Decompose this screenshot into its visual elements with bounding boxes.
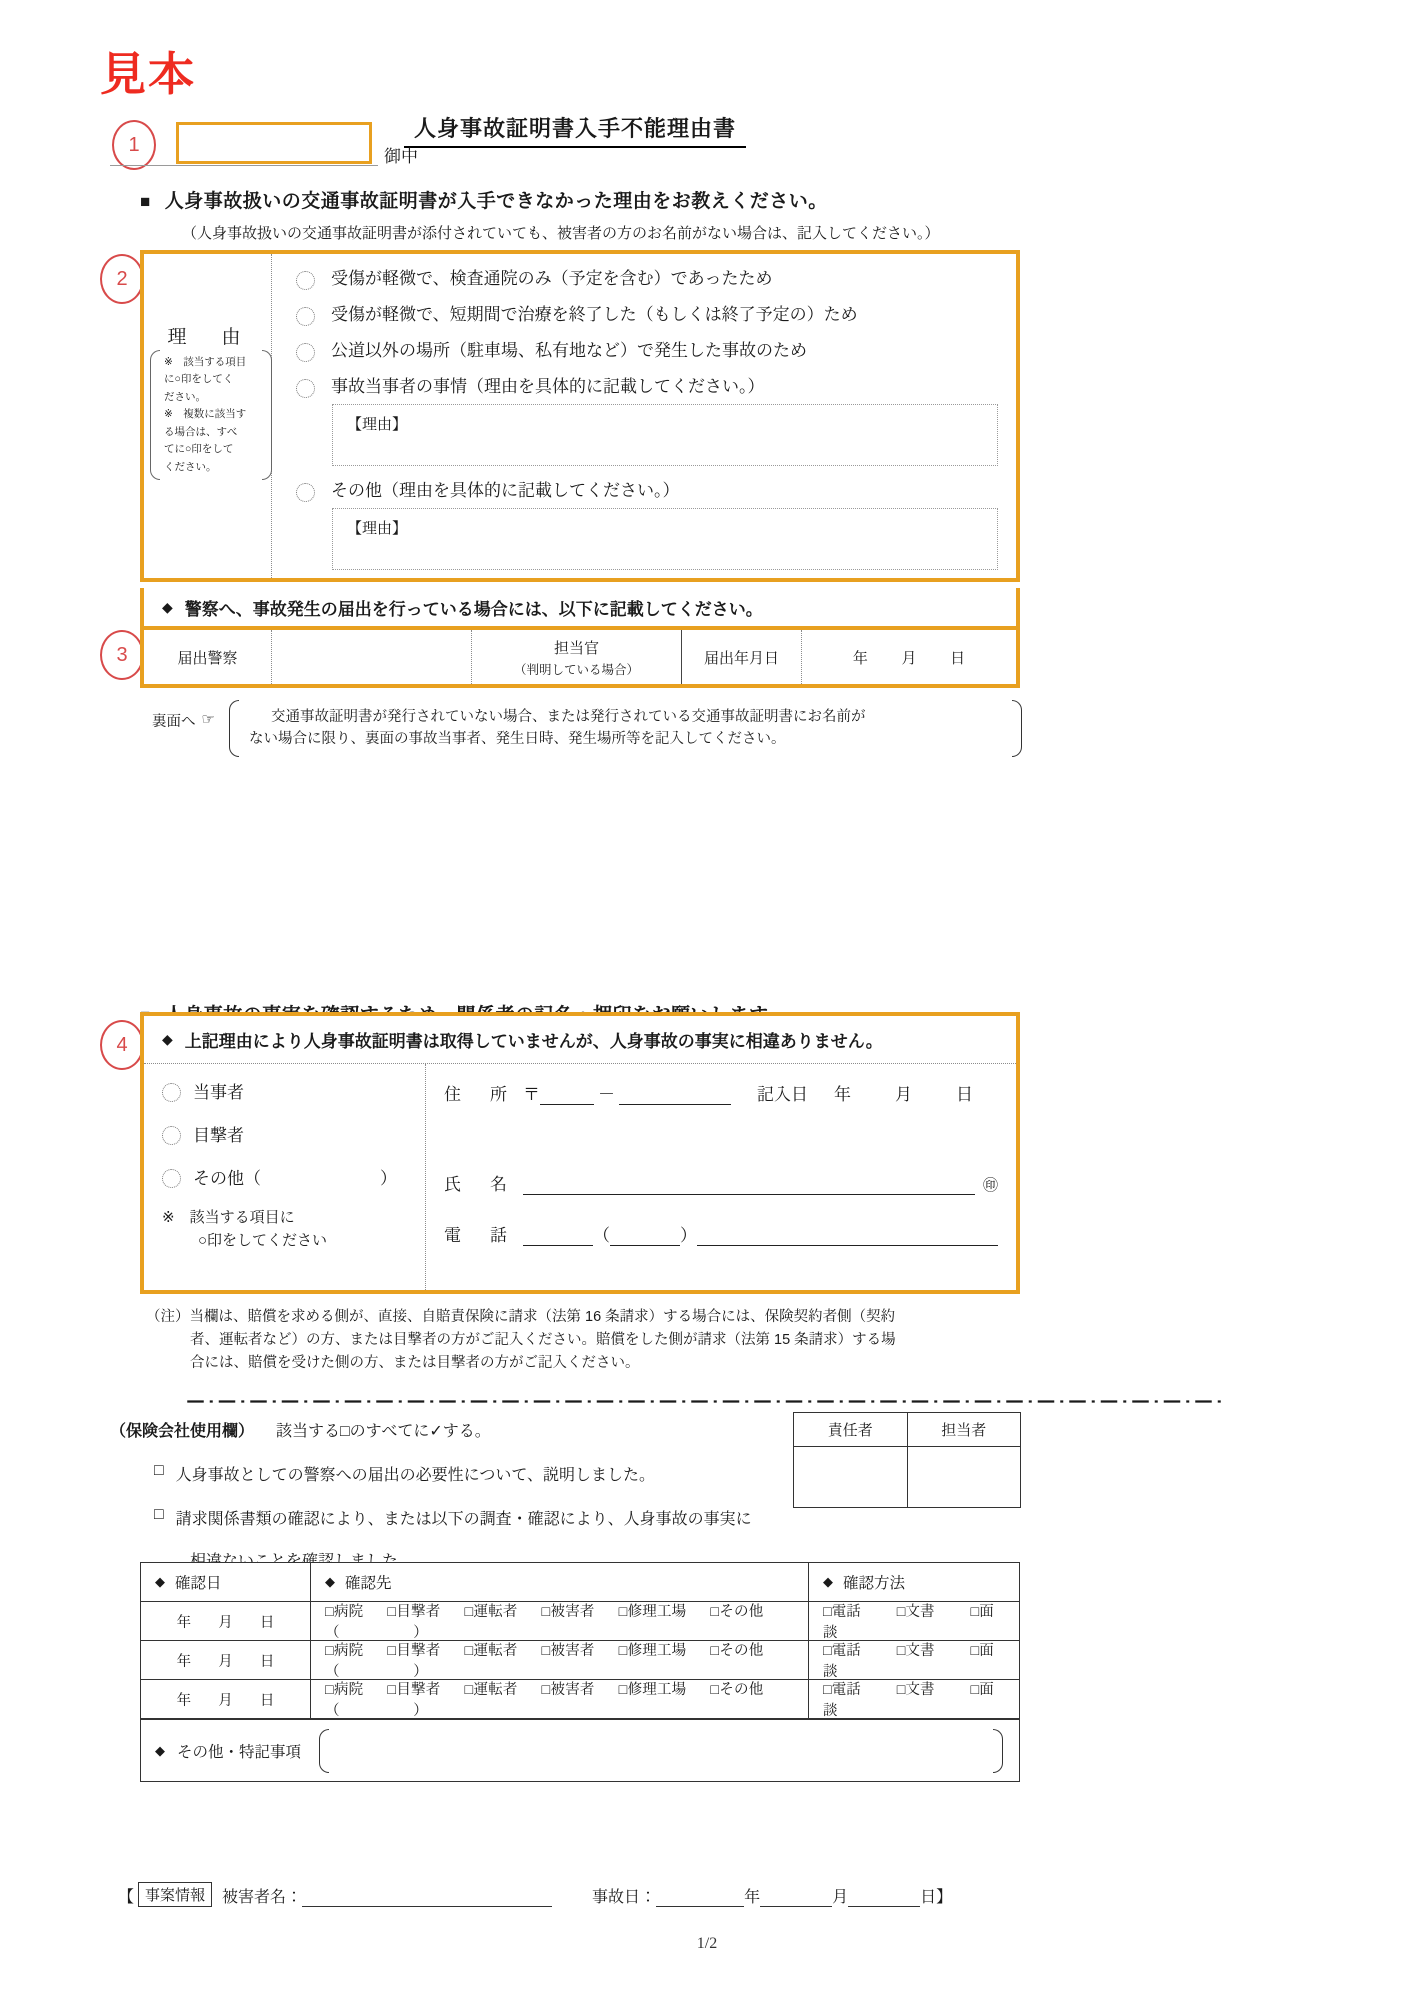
method-phone[interactable]: □電話: [823, 1643, 861, 1659]
responsible-cell-manager[interactable]: [794, 1447, 908, 1507]
confirm-date-header-label: 確認日: [175, 1575, 222, 1592]
responsible-table-body: [794, 1447, 1020, 1507]
reason-option-3[interactable]: [296, 340, 998, 362]
backside-note: [152, 700, 1022, 757]
target-repairshop[interactable]: □修理工場: [618, 1604, 687, 1620]
reason-option-1[interactable]: [296, 268, 998, 290]
reason-label: 理 由: [167, 327, 249, 348]
instr-line: ※ 該当する項目: [164, 356, 247, 368]
responsible-col-manager: 責任者: [794, 1413, 908, 1446]
entry-date-year: 年: [834, 1085, 851, 1104]
addressee-suffix: 御中: [384, 147, 418, 166]
insurer-title: （保険会社使用欄）: [110, 1423, 255, 1440]
brace-left: [150, 350, 160, 480]
confirm-target-header-label: 確認先: [345, 1575, 392, 1592]
role-instruction: [162, 1207, 425, 1252]
legal-note-line-2: 者、運転者など）の方、または目撃者の方がご記入ください。賠償をした側が請求（法第 15 条請求）する場: [190, 1332, 896, 1349]
police-station-input[interactable]: [272, 630, 472, 684]
postal-code-input-2[interactable]: [619, 1083, 731, 1105]
report-date-label: 届出年月日: [682, 630, 802, 684]
responsible-person-table: [793, 1412, 1021, 1508]
tel-row: [444, 1221, 998, 1246]
role-option-party[interactable]: [162, 1078, 425, 1103]
tel-paren-open: （: [593, 1226, 610, 1245]
police-notice-bar: [140, 588, 1020, 626]
victim-name-input[interactable]: [302, 1887, 552, 1907]
confirm-text: 上記理由により人身事故証明書は取得していませんが、人身事故の事実に相違ありません。: [184, 1032, 883, 1051]
confirmation-table: [140, 1562, 1020, 1782]
backside-line-1: 交通事故証明書が発行されていない場合、または発行されている交通事故証明書にお名前が: [270, 709, 866, 725]
legal-note-line-1: （注）当欄は、賠償を求める側が、直接、自賠責保険に請求（法第 16 条請求）する場合には、保険契約者側（契約: [146, 1309, 896, 1325]
signature-body: [144, 1064, 1016, 1290]
date-unit-month: 月: [218, 1614, 233, 1631]
police-notice-text: 警察へ、事故発生の届出を行っている場合には、以下に記載してください。: [184, 599, 763, 619]
accident-date-label: 事故日：: [592, 1889, 657, 1906]
date-unit-year: 年: [176, 1692, 192, 1709]
radio-circle-icon[interactable]: [162, 1126, 181, 1145]
date-unit-year: 年: [852, 649, 868, 667]
case-info-footer: [118, 1882, 1018, 1907]
name-input[interactable]: [523, 1169, 975, 1195]
address-write-area[interactable]: [444, 1105, 998, 1169]
confirm-method-cell[interactable]: [809, 1680, 1019, 1718]
target-driver[interactable]: □運転者: [464, 1604, 518, 1620]
addressee-underline: [110, 165, 378, 166]
date-unit-month: 月: [901, 649, 917, 667]
other-remarks-label: その他・特記事項: [177, 1743, 302, 1761]
role-label: 目撃者: [193, 1126, 244, 1145]
postal-mark-icon: 〒: [523, 1085, 540, 1104]
role-instruction-line-1: ※ 該当する項目に: [162, 1209, 295, 1226]
name-row: [444, 1169, 998, 1195]
tel-paren-close: ）: [680, 1226, 697, 1245]
date-unit-day: 日: [950, 649, 966, 667]
diamond-icon: ◆: [162, 1031, 173, 1047]
postal-code-input-1[interactable]: [540, 1083, 594, 1105]
reason-option-label: 事故当事者の事情（理由を具体的に記載してください。）: [331, 377, 765, 396]
reason-section-heading: ■ 人身事故扱いの交通事故証明書が入手できなかった理由をお教えください。: [140, 191, 828, 212]
name-label: 氏 名: [444, 1175, 513, 1194]
method-phone[interactable]: □電話: [823, 1682, 861, 1698]
target-other[interactable]: □その他（ ）: [325, 1643, 764, 1680]
brace-right: [993, 1729, 1003, 1773]
confirm-method-header-label: 確認方法: [843, 1575, 906, 1592]
marker-3: 3: [100, 630, 144, 680]
diamond-icon: ◆: [162, 598, 173, 615]
table-row: [141, 1680, 1019, 1719]
reason-option-2[interactable]: [296, 304, 998, 326]
addressee-input[interactable]: [176, 122, 372, 164]
insurer-check-1[interactable]: [154, 1462, 655, 1485]
table-row: [141, 1641, 1019, 1680]
target-driver[interactable]: □運転者: [464, 1682, 518, 1698]
officer-label: 担当官: [553, 639, 599, 657]
radio-circle-icon[interactable]: [296, 271, 315, 290]
brace-right: [262, 350, 272, 480]
tel-input-number[interactable]: [697, 1222, 998, 1246]
date-unit-year: 年: [176, 1653, 192, 1670]
backside-text: [229, 700, 1022, 757]
method-document[interactable]: □文書: [896, 1682, 935, 1698]
target-witness[interactable]: □目撃者: [387, 1682, 441, 1698]
confirm-target-cell[interactable]: [311, 1602, 809, 1640]
officer-header: [472, 630, 682, 684]
insurer-check-label: 人身事故としての警察への届出の必要性について、説明しました。: [175, 1467, 656, 1484]
radio-circle-icon[interactable]: [162, 1083, 181, 1102]
police-table: [140, 626, 1020, 688]
target-other[interactable]: □その他（ ）: [325, 1682, 764, 1719]
checkbox-icon[interactable]: □: [154, 1506, 164, 1523]
method-interview[interactable]: □面談: [823, 1682, 994, 1719]
target-other[interactable]: □その他（ ）: [325, 1604, 764, 1641]
target-driver[interactable]: □運転者: [464, 1643, 518, 1659]
brace-left: [229, 700, 239, 757]
target-repairshop[interactable]: □修理工場: [618, 1643, 687, 1659]
role-option-witness[interactable]: [162, 1121, 425, 1146]
entry-date-month: 月: [895, 1085, 912, 1104]
method-document[interactable]: □文書: [896, 1604, 935, 1620]
date-unit-day: 日: [920, 1889, 937, 1906]
radio-circle-icon[interactable]: [296, 379, 315, 398]
backside-brace: [229, 700, 1022, 757]
confirm-date-header: [141, 1563, 311, 1601]
brace-right: [1012, 700, 1022, 757]
responsible-table-header: [794, 1413, 1020, 1447]
sample-stamp: 見本: [100, 47, 196, 101]
backside-label: 裏面へ: [152, 714, 196, 730]
target-witness[interactable]: □目撃者: [387, 1643, 441, 1659]
target-repairshop[interactable]: □修理工場: [618, 1682, 687, 1698]
victim-name-label: 被害者名：: [222, 1889, 303, 1906]
reason-option-label: 公道以外の場所（駐車場、私有地など）で発生した事故のため: [331, 341, 807, 360]
date-unit-day: 日: [259, 1653, 275, 1670]
other-remarks-row: [141, 1719, 1019, 1781]
method-interview[interactable]: □面談: [823, 1643, 994, 1680]
confirm-date-cell[interactable]: [141, 1680, 311, 1718]
role-option-other[interactable]: [162, 1164, 425, 1189]
instr-line: てに○印をして: [164, 443, 234, 456]
confirm-date-cell[interactable]: [141, 1641, 311, 1679]
reason-instructions-brace: [150, 350, 272, 480]
report-date-input[interactable]: [802, 630, 1016, 684]
reason-option-5[interactable]: [296, 480, 998, 502]
reason-option-label: その他（理由を具体的に記載してください。）: [331, 481, 680, 500]
date-unit-month: 月: [218, 1653, 233, 1670]
date-unit-day: 日: [259, 1692, 275, 1709]
other-remarks-input[interactable]: [319, 1729, 1003, 1773]
instr-line: に○印をしてく: [164, 373, 234, 386]
role-instruction-line-2: ○印をしてください: [198, 1231, 328, 1249]
insurer-section-title: [110, 1418, 491, 1441]
bracket-open: 【: [118, 1889, 135, 1906]
date-unit-day: 日: [259, 1614, 275, 1631]
insurer-check-label: 請求関係書類の確認により、または以下の調査・確認により、人身事故の事実に: [175, 1511, 752, 1528]
legal-note: [146, 1306, 1026, 1376]
diamond-icon: ◆: [155, 1742, 165, 1758]
instr-line: ※ 複数に該当す: [164, 408, 247, 421]
police-station-label: 届出警察: [144, 630, 272, 684]
checkbox-icon[interactable]: □: [154, 1462, 164, 1479]
reason-detail-input-2[interactable]: 【理由】: [332, 508, 998, 570]
target-victim[interactable]: □被害者: [541, 1643, 595, 1659]
confirm-target-cell[interactable]: [311, 1641, 809, 1679]
confirm-method-cell[interactable]: [809, 1641, 1019, 1679]
method-interview[interactable]: □面談: [823, 1604, 994, 1641]
insurer-check-2[interactable]: [154, 1506, 752, 1529]
heading-square-icon: ■: [140, 192, 151, 211]
diamond-icon: ◆: [155, 1574, 165, 1589]
method-phone[interactable]: □電話: [823, 1604, 861, 1620]
address-label: 住 所: [444, 1085, 513, 1104]
reason-box: [140, 250, 1020, 582]
reason-option-label: 受傷が軽微で、短期間で治療を終了した（もしくは終了予定の）ため: [331, 305, 858, 324]
target-hospital[interactable]: □病院: [325, 1682, 364, 1698]
page-number: 1/2: [696, 1935, 718, 1952]
diamond-icon: ◆: [325, 1574, 335, 1589]
reason-options: [272, 254, 1016, 578]
instr-line: る場合は、すべ: [164, 425, 238, 438]
target-victim[interactable]: □被害者: [541, 1604, 595, 1620]
brace-left: [319, 1729, 329, 1773]
confirmation-table-header: [141, 1563, 1019, 1602]
confirm-date-cell[interactable]: [141, 1602, 311, 1640]
target-witness[interactable]: □目撃者: [387, 1604, 441, 1620]
role-label: 当事者: [193, 1083, 244, 1102]
section-divider: [14, 1400, 1400, 1403]
officer-sublabel: （判明している場合）: [513, 662, 639, 677]
signer-fields-column: [426, 1064, 1016, 1290]
confirm-target-cell[interactable]: [311, 1680, 809, 1718]
radio-circle-icon[interactable]: [296, 483, 315, 502]
case-info-tag: 事案情報: [138, 1882, 212, 1907]
confirm-method-header: [809, 1563, 1019, 1601]
reason-instructions: [150, 350, 272, 480]
radio-circle-icon[interactable]: [296, 307, 315, 326]
role-label: その他（ ）: [193, 1169, 397, 1188]
diamond-icon: ◆: [823, 1574, 833, 1589]
postal-dash: －: [598, 1085, 615, 1104]
target-hospital[interactable]: □病院: [325, 1643, 364, 1659]
accident-month-input[interactable]: [760, 1887, 832, 1907]
radio-circle-icon[interactable]: [162, 1169, 181, 1188]
reason-detail-input-1[interactable]: 【理由】: [332, 404, 998, 466]
tel-input-exchange[interactable]: [610, 1222, 680, 1246]
accident-year-input[interactable]: [656, 1887, 744, 1907]
insurer-subtitle: 該当する□のすべてに✓する。: [276, 1423, 491, 1440]
tel-input-area[interactable]: [523, 1222, 593, 1246]
legal-note-line-3: 合には、賠償を受けた側の方、または目撃者の方がご記入ください。: [190, 1355, 640, 1372]
signer-role-column: [144, 1064, 426, 1290]
reason-label-column: [144, 254, 272, 578]
marker-2: 2: [100, 254, 144, 304]
target-victim[interactable]: □被害者: [541, 1682, 595, 1698]
confirm-method-cell[interactable]: [809, 1602, 1019, 1640]
date-unit-month: 月: [218, 1692, 233, 1709]
reason-option-label: 受傷が軽微で、検査通院のみ（予定を含む）であったため: [331, 269, 773, 288]
entry-date-day: 日: [956, 1085, 973, 1104]
responsible-col-staff: 担当者: [941, 1422, 987, 1439]
instr-line: ださい。: [164, 390, 206, 403]
date-unit-year: 年: [176, 1614, 192, 1631]
signature-confirm-statement: [144, 1016, 1016, 1064]
target-hospital[interactable]: □病院: [325, 1604, 364, 1620]
marker-1: 1: [112, 120, 156, 170]
radio-circle-icon[interactable]: [296, 343, 315, 362]
responsible-cell-staff[interactable]: [908, 1447, 1021, 1507]
reason-option-4[interactable]: [296, 376, 998, 398]
accident-day-input[interactable]: [848, 1887, 920, 1907]
date-unit-month: 月: [832, 1889, 849, 1906]
address-date-row: [444, 1080, 998, 1105]
entry-date-label: 記入日: [757, 1085, 808, 1104]
bracket-close: 】: [936, 1889, 953, 1906]
seal-mark-icon: ㊞: [982, 1177, 998, 1194]
tel-label: 電 話: [444, 1226, 513, 1245]
date-unit-year: 年: [744, 1889, 761, 1906]
backside-line-2: ない場合に限り、裏面の事故当事者、発生日時、発生場所等を記入してください。: [248, 731, 786, 748]
pointing-hand-icon: ☞: [201, 711, 215, 728]
confirm-target-header: [311, 1563, 809, 1601]
table-row: [141, 1602, 1019, 1641]
instr-line: ください。: [164, 460, 217, 473]
method-document[interactable]: □文書: [896, 1643, 935, 1659]
signature-box: [140, 1012, 1020, 1294]
document-title: 人身事故証明書入手不能理由書: [404, 112, 746, 148]
reason-section-subnote: （人身事故扱いの交通事故証明書が添付されていても、被害者の方のお名前がない場合は、記入してください。）: [182, 225, 940, 242]
marker-4: 4: [100, 1020, 144, 1070]
